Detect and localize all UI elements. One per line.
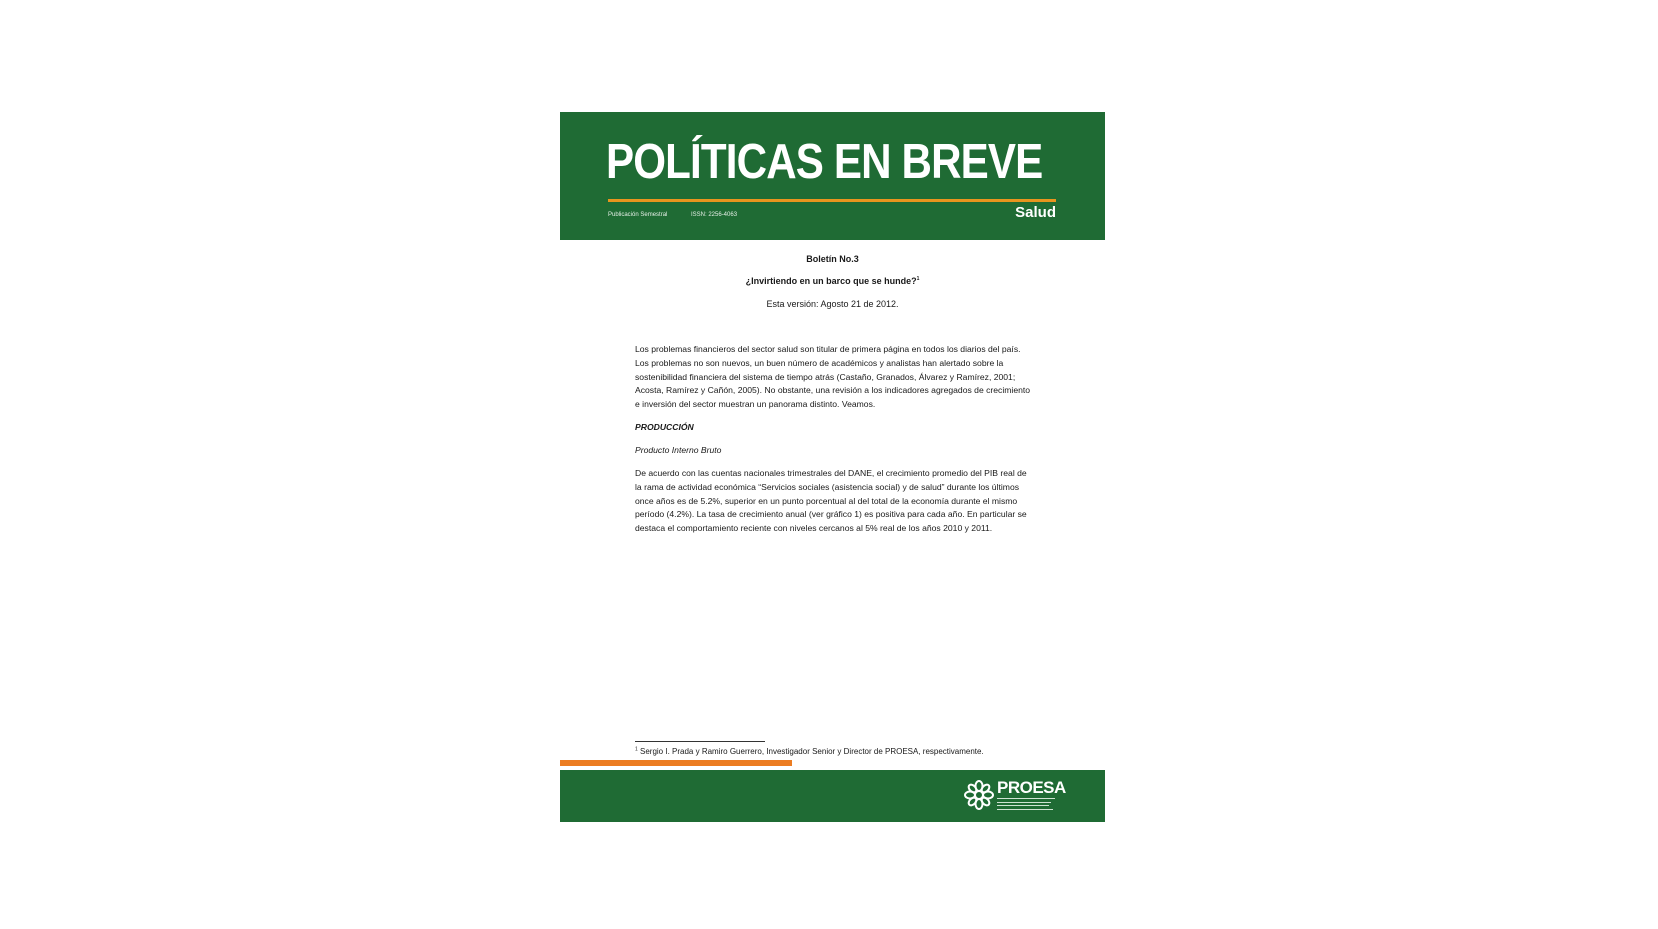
- footer-banner: [560, 770, 1105, 822]
- document-page: [560, 112, 1105, 822]
- header-banner: [560, 112, 1105, 240]
- footnote-text: Sergio I. Prada y Ramiro Guerrero, Investigador Senior y Director de PROESA, respectivamente.: [637, 747, 984, 756]
- title-footnote-mark[interactable]: 1: [916, 276, 920, 282]
- publication-frequency: Publicación Semestral: [608, 212, 668, 218]
- pib-paragraph: De acuerdo con las cuentas nacionales trimestrales del DANE, el crecimiento promedio del PIB real de la rama de actividad económica “Servicios sociales (asistencia social) y de salud” durante los últimos once años es de 5.2%, superior en un punto porcentual al del total de la economía durante el mismo período (4.2%). La tasa de crecimiento anual (ver gráfico 1) es positiva para cada año. En particular se destaca el comportamiento reciente con niveles cercanos al 5% real de los años 2010 y 2011.: [635, 468, 1027, 534]
- section-label: Salud: [1015, 204, 1056, 221]
- issn-label: ISSN: 2256-4063: [691, 212, 738, 218]
- logo-tagline: [997, 798, 1057, 812]
- section-heading: PRODUCCIÓN: [635, 422, 694, 432]
- bulletin-number: Boletín No.3: [806, 254, 859, 264]
- intro-paragraph: Los problemas financieros del sector salud son titular de primera página en todos los diarios del país. Los problemas no son nuevos, un buen número de académicos y analistas han alertado sobre la sostenibilidad financiera del sistema de tiempo atrás (Castaño, Granados, Álvarez y Ramírez, 2001; Acosta, Ramírez y Cañón, 2005). No obstante, una revisión a los indicadores agregados de crecimiento e inversión del sector muestran un panorama distinto. Veamos.: [635, 344, 1031, 410]
- subsection-heading: Producto Interno Bruto: [635, 445, 722, 455]
- footnote-mark: 1: [635, 746, 638, 753]
- masthead-title: POLÍTICAS EN BREVE: [606, 135, 1043, 189]
- document-title: [560, 275, 1105, 287]
- footnote-divider: [635, 741, 765, 742]
- document-title-text: ¿Invirtiendo en un barco que se hunde?: [745, 276, 917, 286]
- masthead-rule: [608, 199, 1056, 202]
- footnote: [635, 747, 984, 757]
- version-date: Esta versión: Agosto 21 de 2012.: [766, 299, 899, 309]
- footer-accent-bar: [560, 760, 792, 766]
- proesa-logo: PROESA: [997, 778, 1066, 797]
- flower-icon: [964, 780, 994, 810]
